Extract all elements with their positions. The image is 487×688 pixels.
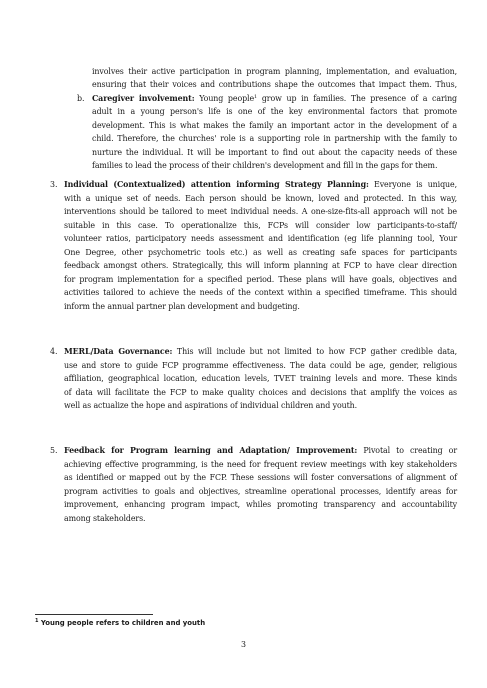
list-number-5: 5.	[50, 446, 58, 455]
item-4-line: of data will facilitate the FCP to make quality choices and decisions that amplify the voices as	[64, 388, 457, 397]
item-3-first-line	[64, 180, 457, 190]
item-5-first-line	[64, 446, 457, 456]
item-5-line: achieving effective programming, is the need for frequent review meetings with key stakeholders	[64, 460, 457, 469]
item-4-line: well as actualize the hope and aspirations of individual children and youth.	[64, 401, 358, 410]
item-3-line: feedback amongst others. Strategically, this will inform planning at FCP to have clear direction	[64, 261, 457, 270]
item-3-line: volunteer ratios, participatory needs assessment and identification (eg life planning tool, Your	[64, 234, 457, 243]
item-b-line: adult in a young person's life is one of the key environmental factors that promote	[92, 107, 457, 116]
item-4-heading: MERL/Data Governance:	[64, 347, 173, 356]
item-3-line: activities tailored to achieve the needs of the context within a specified timeframe. This should	[64, 288, 457, 297]
item-5-line: as identified or mapped out by the FCP. These sessions will foster conversations of alignment of	[64, 473, 457, 482]
footnote-separator	[35, 614, 153, 615]
item-b-line: child. Therefore, the churches' role is a supporting role in partnership with the family to	[92, 134, 457, 143]
list-number-4: 4.	[50, 347, 58, 356]
item-5-line: among stakeholders.	[64, 514, 146, 523]
item-3-line: suitable in this case. To operationalize this, FCPs will consider low participants-to-staff/	[64, 221, 457, 230]
item-b-line: nurture the individual. It will be important to find out about the capacity needs of these	[92, 148, 457, 157]
item-4-line: use and store to guide FCP programme effectiveness. The data could be age, gender, religious	[64, 361, 457, 370]
item-5-heading: Feedback for Program learning and Adaptation/ Improvement:	[64, 446, 358, 455]
item-3-text: Everyone is unique,	[368, 180, 457, 189]
list-number-3: 3.	[50, 180, 58, 189]
item-5-line: program activities to goals and objectives, streamline operational processes, identify areas for	[64, 487, 457, 496]
item-b-first-line	[92, 94, 457, 104]
item-3-line: with a unique set of needs. Each person should be known, loved and protected. In this way,	[64, 194, 457, 203]
item-b-line: development. This is what makes the family an important actor in the development of a	[92, 121, 457, 130]
item-3-line: for program implementation for a specified period. These plans will have goals, objectives and	[64, 275, 457, 284]
item-3-line: interventions should be tailored to meet individual needs. A one-size-fits-all approach will not be	[64, 207, 457, 216]
footnote-marker: 1	[35, 618, 39, 624]
item-4-first-line	[64, 347, 457, 357]
item-b-heading: Caregiver involvement:	[92, 94, 195, 103]
list-marker-b: b.	[77, 94, 85, 103]
item-b-line: families to lead the process of their children's development and fill in the gaps for them.	[92, 161, 438, 170]
item-b-text: Young people	[194, 94, 255, 103]
item-3-line: inform the annual partner plan development and budgeting.	[64, 302, 300, 311]
item-4-text: This will include but not limited to how FCP gather credible data,	[172, 347, 458, 356]
footnote	[35, 619, 205, 628]
item-5-text: Pivotal to creating or	[357, 446, 457, 455]
continuation-line: involves their active participation in program planning, implementation, and evaluation,	[92, 67, 457, 76]
item-5-line: improvement, enhancing program impact, whiles promoting transparency and accountability	[64, 500, 457, 509]
item-3-heading: Individual (Contextualized) attention informing Strategy Planning:	[64, 180, 369, 189]
item-4-line: affiliation, geographical location, education levels, TVET training levels and more. These kinds	[64, 374, 457, 383]
footnote-ref: 1	[254, 94, 258, 100]
footnote-text: Young people refers to children and youth	[38, 619, 206, 627]
item-b-text: grow up in families. The presence of a caring	[257, 94, 458, 103]
page-number: 3	[240, 640, 247, 649]
continuation-line: ensuring that their voices and contributions shape the outcomes that impact them. Thus,	[92, 80, 457, 89]
item-3-line: One Degree, other psychometric tools etc.) as well as creating safe spaces for participants	[64, 248, 457, 257]
